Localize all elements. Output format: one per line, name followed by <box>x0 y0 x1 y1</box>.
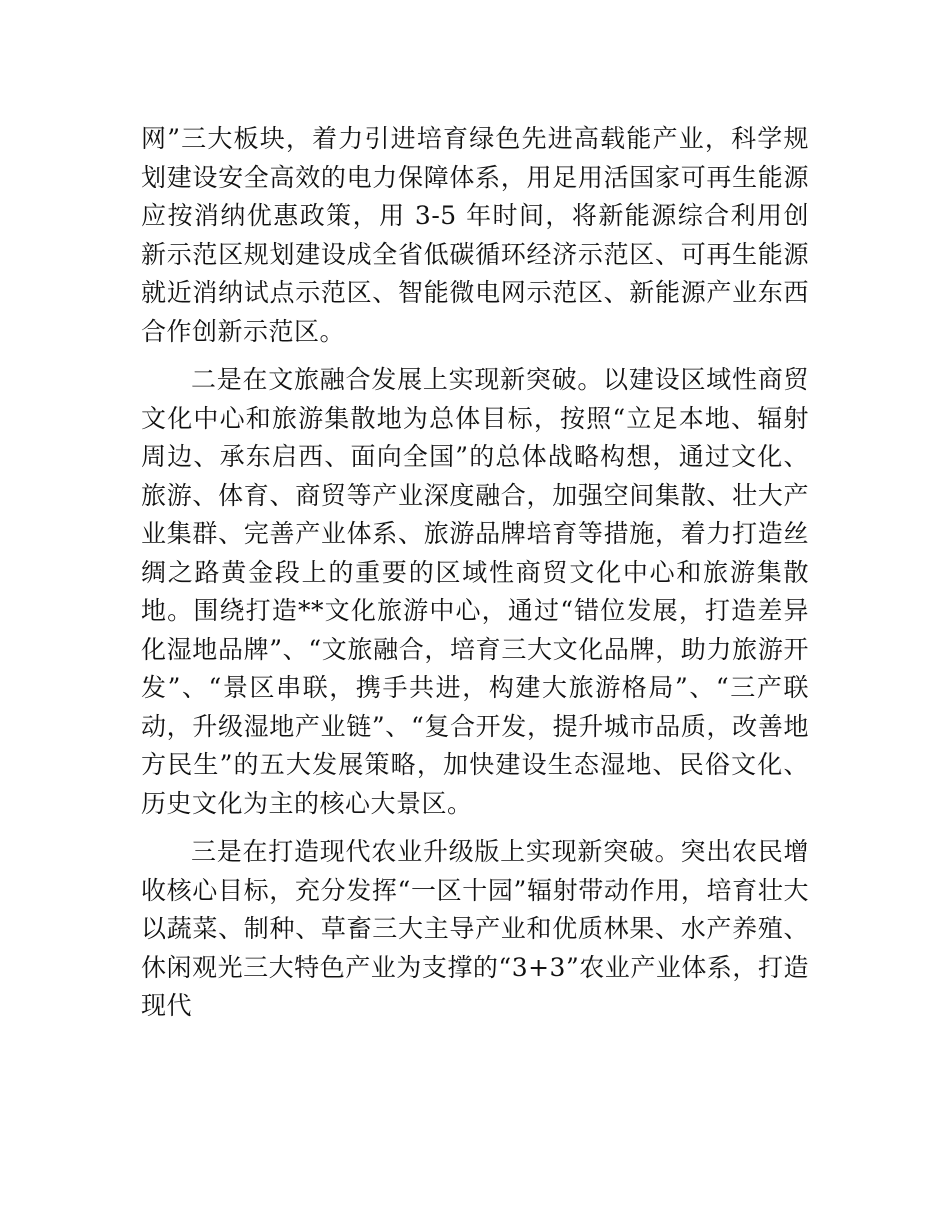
document-body <box>141 120 809 1026</box>
paragraph-cultural-tourism: 二是在文旅融合发展上实现新突破。以建设区域性商贸文化中心和旅游集散地为总体目标，按照“立足本地、辐射周边、承东启西、面向全国”的总体战略构想，通过文化、旅游、体育、商贸等产业深度融合，加强空间集散、壮大产业集群、完善产业体系、旅游品牌培育等措施，着力打造丝绸之路黄金段上的重要的区域性商贸文化中心和旅游集散地。围绕打造**文化旅游中心，通过“错位发展，打造差异化湿地品牌”、“文旅融合，培育三大文化品牌，助力旅游开发”、“景区串联，携手共进，构建大旅游格局”、“三产联动，升级湿地产业链”、“复合开发，提升城市品质，改善地方民生”的五大发展策略，加快建设生态湿地、民俗文化、历史文化为主的核心大景区。 <box>141 365 809 818</box>
paragraph-continuation: 网”三大板块，着力引进培育绿色先进高载能产业，科学规划建设安全高效的电力保障体系，用足用活国家可再生能源应按消纳优惠政策，用 3-5 年时间，将新能源综合利用创新示范区规划建设成全省低碳循环经济示范区、可再生能源就近消纳试点示范区、智能微电网示范区、新能源产业东西合作创新示范区。 <box>141 124 809 346</box>
paragraph-modern-agriculture: 三是在打造现代农业升级版上实现新突破。突出农民增收核心目标，充分发挥“一区十园”辐射带动作用，培育壮大以蔬菜、制种、草畜三大主导产业和优质林果、水产养殖、休闲观光三大特色产业为支撑的“3+3”农业产业体系，打造现代 <box>141 837 809 1020</box>
